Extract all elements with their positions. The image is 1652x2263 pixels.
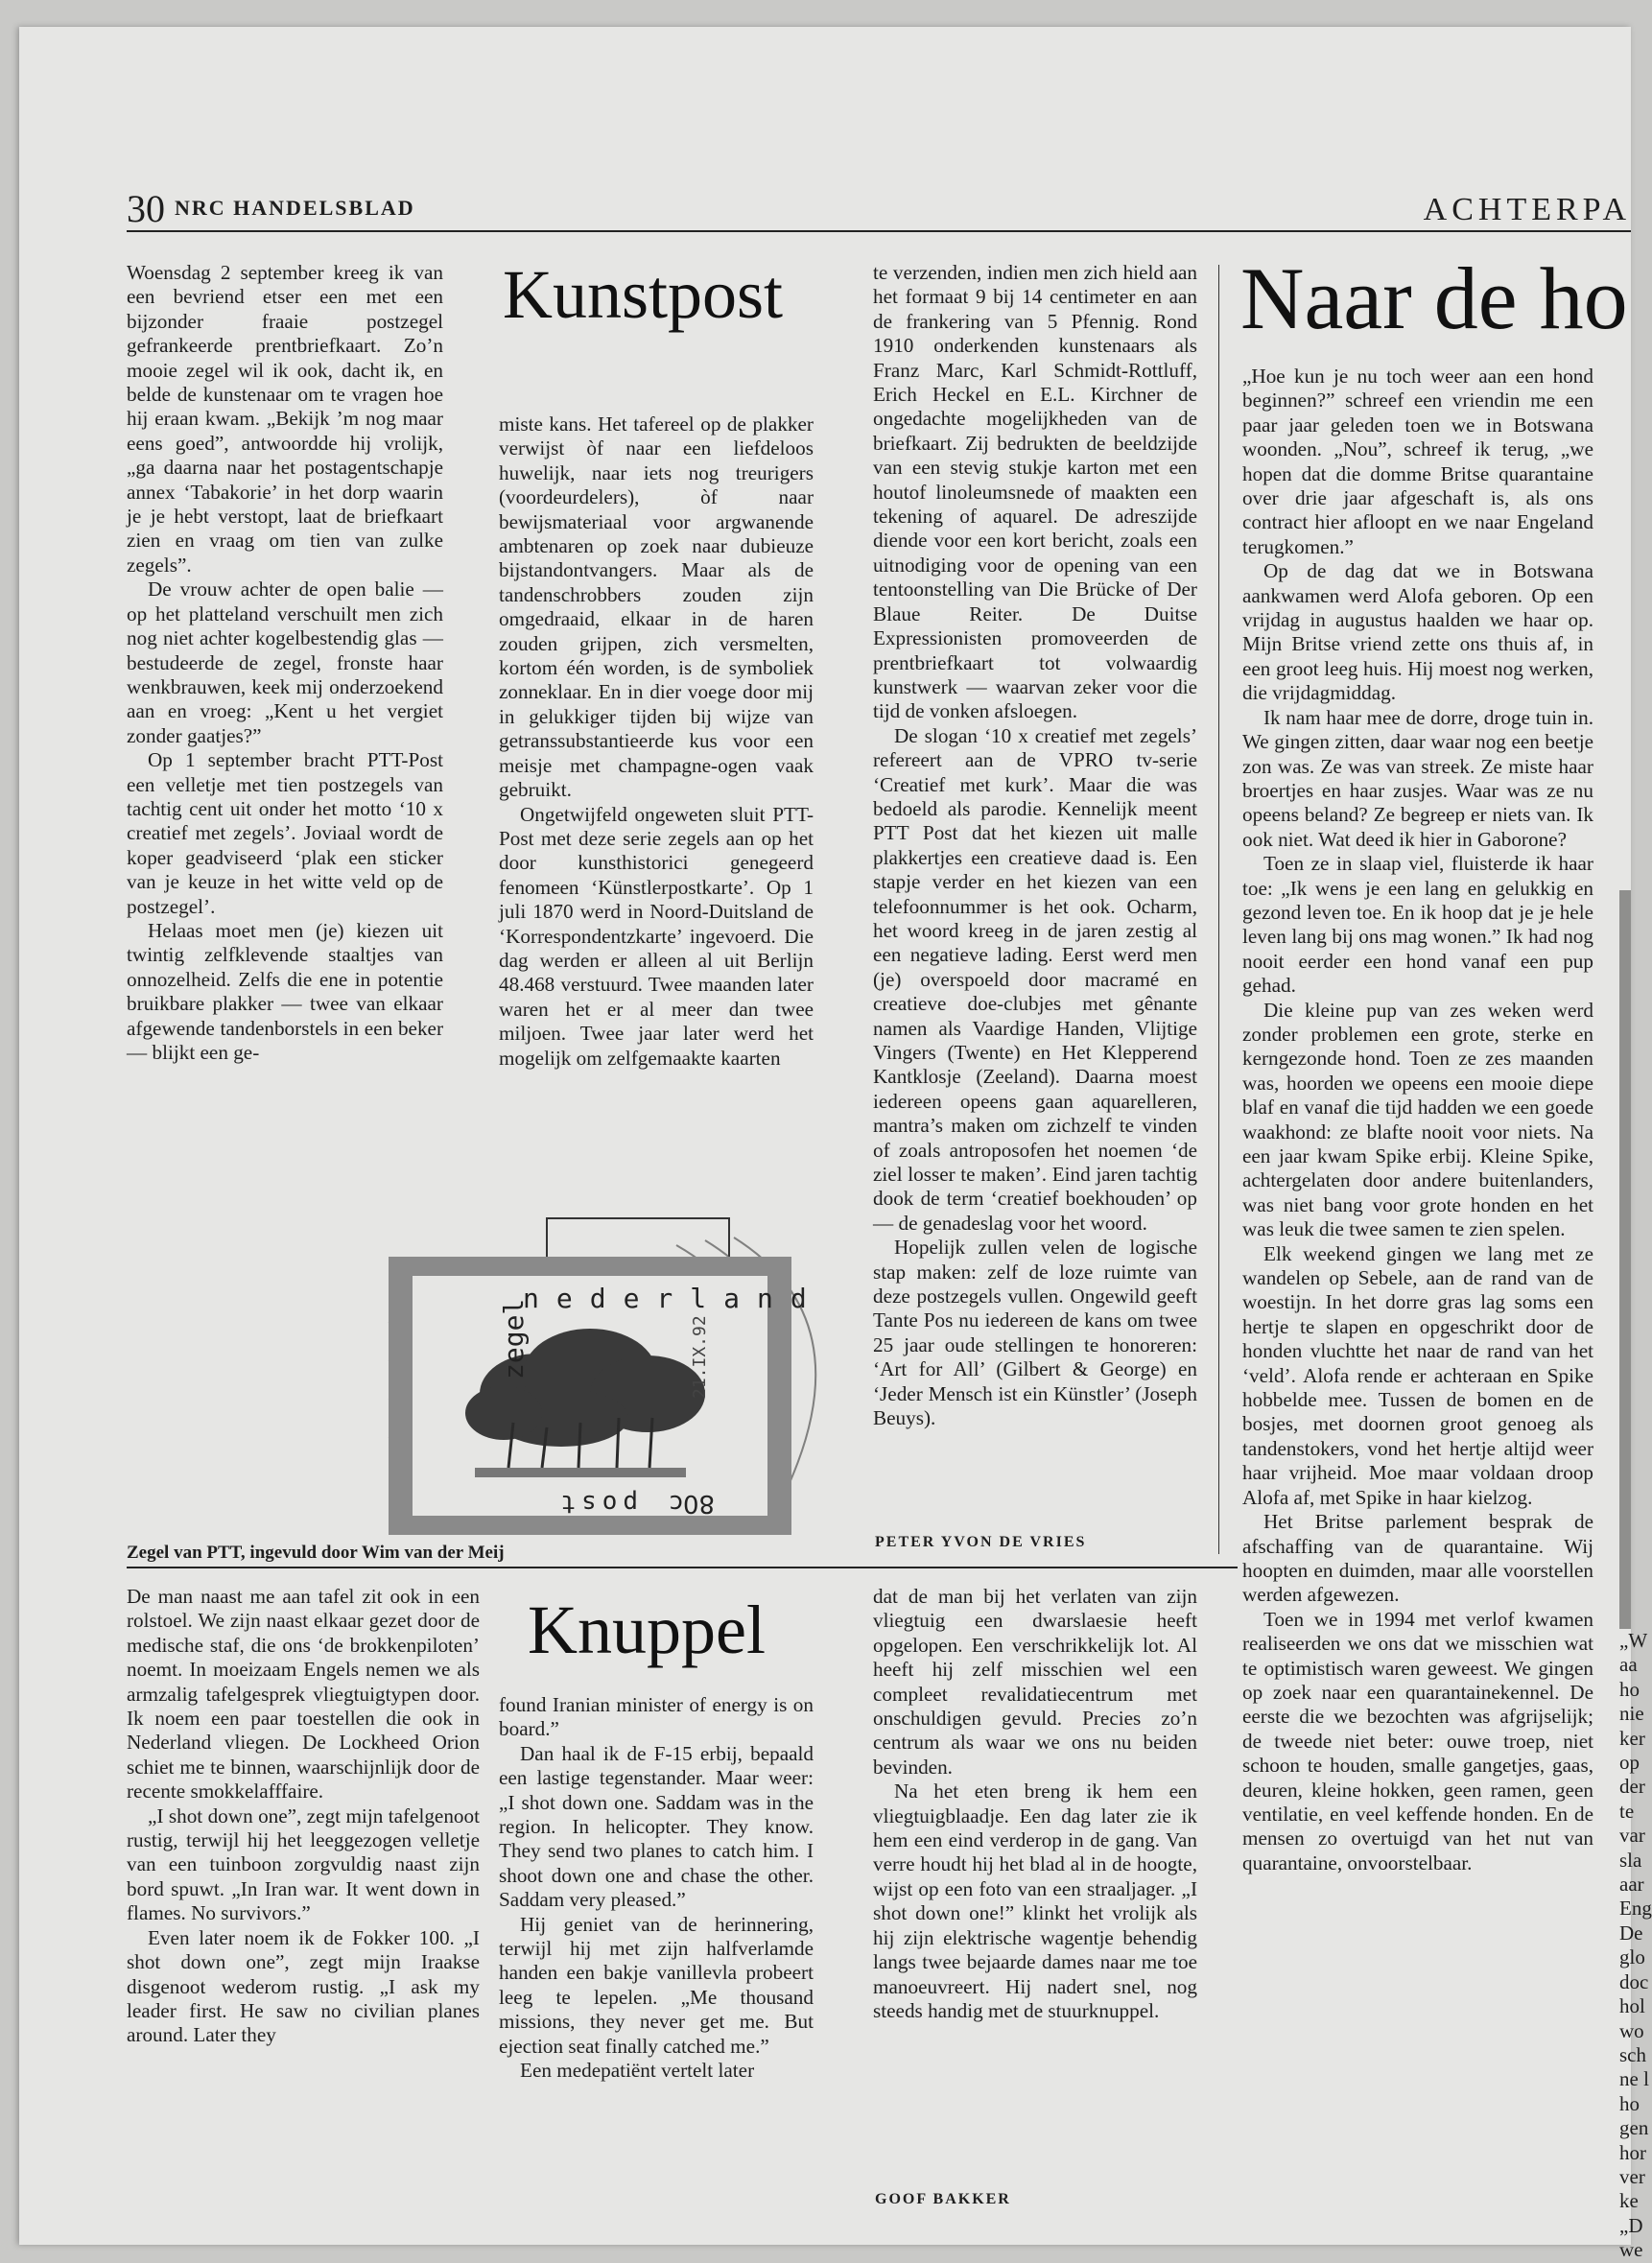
edge-fragment: De <box>1619 1921 1643 1945</box>
paragraph: De man naast me aan tafel zit ook in een rolstoel. We zijn naast elkaar gezet door de medische staf, die ons ‘de brokkenpiloten’ noemt. In moeizaam Engels nemen we als armzalig tafelgesprek vliegtuigtypen door. Ik noem een paar toestellen die ook in Nederland vliegen. De Lockheed Orion schiet me te binnen, waarschijnlijk door de recente smokkelafffaire. <box>127 1585 480 1803</box>
paragraph: De vrouw achter de open balie — op het platteland verschuilt men zich nog niet achter kogelbestendig glas — bestudeerde de zegel, fronste haar wenkbrauwen, keek mij onderzoekend aan en vroeg: „Kent u het vergiet zonder gaatjes?” <box>127 578 443 747</box>
paragraph: Dan haal ik de F-15 erbij, bepaald een lastige tegenstander. Maar weer: „I shot down one. Saddam was in the region. In helicopter. They know. They send two planes to catch him. I shoot down one and chase the other. Saddam very pleased.” <box>499 1741 814 1912</box>
paragraph: Hopelijk zullen velen de logische stap maken: zelf de loze ruimte van deze postzegels vullen. Ongewild geeft Tante Pos nu iedereen de kans om twee 25 jaar oude stellingen te honoreren: ‘Art for All’ (Gilbert & George) en ‘Jeder Mensch ist ein Künstler’ (Joseph Beuys). <box>873 1236 1197 1430</box>
edge-fragment: ho <box>1619 2091 1640 2115</box>
byline-kunstpost: PETER YVON DE VRIES <box>875 1534 1087 1550</box>
edge-fragment: doc <box>1619 1969 1649 1993</box>
edge-fragment: hor <box>1619 2140 1646 2164</box>
page-number: 30 <box>127 187 165 230</box>
edge-fragment: glo <box>1619 1945 1645 1969</box>
paragraph: Even later noem ik de Fokker 100. „I shot down one”, zegt mijn Iraakse disgenoot wederom rustig. „I ask my leader first. He saw no civilian planes around. Later they <box>127 1925 480 2047</box>
edge-fragment: ker <box>1619 1726 1645 1750</box>
edge-fragment: ver <box>1619 2164 1645 2188</box>
knuppel-column-3 <box>873 1585 1197 2165</box>
kunstpost-column-1 <box>127 261 443 1096</box>
paragraph: Woensdag 2 september kreeg ik van een bevriend etser een met een bijzonder fraaie postzegel gefrankeerde prentbriefkaart. Zo’n mooie zegel wil ik ook, dacht ik, en belde de kunstenaar om te vragen hoe hij eraan kwam. „Bekijk ’m nog maar eens goed”, antwoordde hij vrolijk, „ga daarna naar het postagentschapje annex ‘Tabakorie’ in het dorp waarin je je hebt verstopt, laat de briefkaart zien en vraag om tien van zulke zegels”. <box>127 261 443 577</box>
postmark-date: 21.IX.92 <box>690 1315 710 1399</box>
edge-fragment: der <box>1619 1775 1645 1799</box>
section-title: ACHTERPA <box>1423 192 1631 227</box>
paragraph: Ongetwijfeld ongeweten sluit PTT-Post met deze serie zegels aan op het door kunsthistorici genegeerd fenomeen ‘Künstlerpostkarte’. Op 1 juli 1870 werd in Noord-Duitsland de ‘Korrespondentzkarte’ ingevoerd. Die dag werden er alleen al uit Berlijn 48.468 verstuurd. Twee maanden later waren het er al meer dan twee miljoen. Twee jaar later werd het mogelijk om zelfgemaakte kaarten <box>499 802 814 1070</box>
paragraph: Helaas moet men (je) kiezen uit twintig zelfklevende staaltjes van onnozelheid. Zelfs die ene in potentie bruikbare plakker — twee van elkaar afgewende tandenborstels in een beker — blijkt een ge- <box>127 918 443 1064</box>
paragraph: Ik nam haar mee de dorre, droge tuin in. We gingen zitten, daar waar nog een beetje zon was. Ze was van streek. Ze miste haar broertjes en haar zusjes. Waar was ze nu opeens beland? Ze begreep er niets van. Ik ook niet. Wat deed ik hier in Gaborone? <box>1242 705 1593 851</box>
headline-naar-de-hond: Naar de ho <box>1240 249 1628 347</box>
stamp-caption: Zegel van PTT, ingevuld door Wim van der Meij <box>127 1543 505 1563</box>
clipped-adjacent-column <box>1619 1629 1652 2262</box>
edge-fragment: „D <box>1619 2213 1643 2237</box>
paragraph: Toen ze in slaap viel, fluisterde ik haar toe: „Ik wens je een lang en gelukkig en gezond leven toe. En ik hoop dat je je hele leven lang bij ons mag wonen.” Ik had nog nooit eerder een hond vanaf een pup gehad. <box>1242 852 1593 998</box>
edge-fragment: aar <box>1619 1873 1644 1897</box>
paragraph: De slogan ‘10 x creatief met zegels’ refereert aan de VPRO tv-serie ‘Creatief met kurk’. Maar die was bedoeld als parodie. Kennelijk meent PTT Post dat het kiezen uit malle plakkertjes een creatieve daad is. Een stapje verder en het kiezen van een telefoonnummer is het ook. Ocharm, het woord kreeg in de jaren zestig al een negatieve lading. Eerst werd men (je) overspoeld door macramé en creatieve doe-clubjes met gênante namen als Vaardige Handen, Vlijtige Vingers (Twente) en Het Klepperend Kantklosje (Zeeland). Daarna moest iedereen opeens gaan aquarelleren, mantra’s maken om zichzelf te vinden of zoals antroposofen het noemen ‘de ziel losser te maken’. Eind jaren tachtig dook de term ‘creatief boekhouden’ op — de genadeslag voor het woord. <box>873 723 1197 1235</box>
edge-fragment: wo <box>1619 2018 1644 2042</box>
edge-fragment: „W <box>1619 1629 1648 1652</box>
edge-fragment: sla <box>1619 1848 1642 1872</box>
edge-fragment: sch <box>1619 2042 1646 2066</box>
adjacent-photo-edge <box>1619 890 1631 1629</box>
paragraph: Het Britse parlement besprak de afschaffing van de quarantaine. Wij hoopten en duimden, maar alle voorstellen werden afgewezen. <box>1242 1510 1593 1607</box>
paragraph: „Hoe kun je nu toch weer aan een hond beginnen?” schreef een vriendin me een paar jaar geleden toen we in Botswana woonden. „Nou”, schreef ik terug, „we hopen dat die domme Britse quarantaine over drie jaar afgeschaft is, als ons contract hier afloopt en we naar Engeland terugkomen.” <box>1242 365 1593 558</box>
column-divider <box>1218 265 1219 1554</box>
edge-fragment: te <box>1619 1799 1635 1823</box>
edge-fragment: var <box>1619 1824 1645 1848</box>
paragraph: „I shot down one”, zegt mijn tafelgenoot rustig, terwijl hij het leeggezogen velletje van een tuinboon zorgvuldig naast zijn bord spuwt. „In Iran war. It went down in flames. No survivors.” <box>127 1803 480 1925</box>
edge-fragment: hol <box>1619 1994 1645 2018</box>
paragraph: dat de man bij het verlaten van zijn vliegtuig een dwarslaesie heeft opgelopen. Een verschrikkelijk lot. Al heeft hij zelf misschien wel een compleet revalidatiecentrum met onschuldigen gevuld. Precies zo’n centrum als waar we ons nu beiden bevinden. <box>873 1585 1197 1779</box>
article-separator <box>127 1567 1238 1568</box>
stamp-zegel-text: zegel <box>498 1298 530 1379</box>
paragraph: Elk weekend gingen we lang met ze wandelen op Sebele, aan de rand van de woestijn. In het dorre gras lag soms een hertje te slapen en opgeschrikt door de honden vluchtte het naar de rand van het ‘veld’. Alofa rende er achteraan en Spike hobbelde mee. Tussen de bomen en de bosjes, met doornen groot genoeg als tandenstokers, vond het hertje altijd weer haar vrijheid. Moe maar voldaan droop Alofa af, met Spike in haar kielzog. <box>1242 1241 1593 1509</box>
kunstpost-column-2 <box>499 413 814 1098</box>
paragraph: Hij geniet van de herinnering, terwijl hij met zijn halfverlamde handen een bakje vanillevla probeert leeg te lepelen. „Me thousand missions, they never get me. But ejection seat finally catched me.” <box>499 1912 814 2058</box>
paragraph: found Iranian minister of energy is on board.” <box>499 1693 814 1741</box>
edge-fragment: ho <box>1619 1677 1640 1701</box>
paragraph: te verzenden, indien men zich hield aan het formaat 9 bij 14 centimeter en aan de frankering van 5 Pfennig. Rond 1910 onderkenden kunstenaars als Franz Marc, Karl Schmidt-Rottluff, Erich Heckel en E.L. Kirchner de ongedachte mogelijkheden van de briefkaart. Zij bedrukten de beeldzijde van een stevig stukje karton met een houtof linoleumsnede of maakten een tekening of aquarel. De adreszijde diende voor een kort bericht, zoals een uitnodiging voor de opening van een tentoonstelling van Die Brücke of Der Blaue Reiter. De Duitse Expressionisten promoveerden de prentbriefkaart tot volwaardig kunstwerk — waarvan zeker voor die tijd de vonken afsloegen. <box>873 261 1197 723</box>
kunstpost-column-3 <box>873 261 1197 1518</box>
naar-de-hond-column <box>1242 365 1593 2216</box>
postage-stamp-illustration <box>389 1216 887 1543</box>
byline-knuppel: GOOF BAKKER <box>875 2191 1011 2207</box>
newspaper-page <box>19 27 1652 2262</box>
header-rule <box>127 230 1631 232</box>
page-header <box>115 187 1631 234</box>
headline-kunstpost: Kunstpost <box>503 256 784 333</box>
edge-fragment: ke <box>1619 2189 1639 2213</box>
knuppel-column-2 <box>499 1693 814 2221</box>
paragraph: Die kleine pup van zes weken werd zonder problemen een grote, sterke en kerngezonde hond. Toen ze zes maanden was, hoorden we opeens een mooie diepe blaf en vanaf die tijd hadden we een goede waakhond: ze blafte nooit voor niets. Na een jaar kwam Spike erbij. Kleine Spike, achtergelaten door andere buitenlanders, was niet bang voor grote honden en het was leuk die twee samen te zien spelen. <box>1242 998 1593 1241</box>
stamp-value: 80c <box>669 1489 715 1518</box>
edge-fragment: op <box>1619 1751 1640 1775</box>
paragraph: miste kans. Het tafereel op de plakker verwijst òf naar een liefdeloos huwelijk, naar iets nog treurigers (voordeurdelers), òf naar bewijsmateriaal voor argwanende ambtenaren op zoek naar dubieuze bijstandontvangers. Maar als de tandenschrobbers zouden zijn omgedraaid, elkaar in de haren zouden grijpen, zich versmelten, kortom één worden, is de symboliek zonneklaar. En in dier voege door mij in gelukkiger tijden bij wijze van getranssubstantieerde kus voor een meisje met champagne-ogen vaak gebruikt. <box>499 413 814 802</box>
edge-fragment: aa <box>1619 1653 1638 1677</box>
headline-knuppel: Knuppel <box>528 1591 766 1668</box>
edge-fragment: we <box>1619 2238 1643 2262</box>
paragraph: Een medepatiënt vertelt later <box>520 2059 755 2083</box>
stamp-country-text: nederland <box>523 1283 824 1314</box>
paragraph: Na het eten breng ik hem een vliegtuigblaadje. Een dag later zie ik hem een eind verderop in de gang. Van verre houdt hij het blad al in de hoogte, wijst op een foto van een straaljager. „I shot down one!” klinkt het vrolijk als hij zijn elektrische wagentje behendig langs twee bejaarde dames naar me toe manoeuvreert. Hij nadert snel, nog steeds handig met de stuurknuppel. <box>873 1780 1197 2022</box>
edge-fragment: Eng <box>1619 1897 1652 1921</box>
paragraph: Toen we in 1994 met verlof kwamen realiseerden we ons dat we misschien wat te optimistisch waren geweest. We gingen op zoek naar een quarantainekennel. De eerste die we bezochten was afgrijselijk; de tweede niet beter: ouwe troep, niet schoon te houden, smalle gangetjes, gaas, deuren, kleine hokken, geen ramen, geen ventilatie, en veel keffende honden. En de mensen zo overtuigd van het nut van quarantaine, onvoorstelbaar. <box>1242 1607 1593 1874</box>
paragraph: Op 1 september bracht PTT-Post een velletje met tien postzegels van tachtig cent uit onder het motto ‘10 x creatief met zegels’. Joviaal wordt de koper geadviseerd ‘plak een sticker van je keuze in het witte veld op de postzegel’. <box>127 748 443 918</box>
edge-fragment: nie <box>1619 1702 1644 1726</box>
knuppel-column-1 <box>127 1585 480 2218</box>
edge-fragment: ne l <box>1619 2067 1649 2091</box>
edge-fragment: gen <box>1619 2116 1649 2140</box>
newspaper-name: NRC HANDELSBLAD <box>175 196 415 220</box>
stamp-post-text: post <box>555 1489 638 1518</box>
paragraph: Op de dag dat we in Botswana aankwamen werd Alofa geboren. Op een vrijdag in augustus haalden we haar op. Mijn Britse vriend zette ons thuis af, in een groot leeg huis. Hij moest nog werken, die vrijdagmiddag. <box>1242 559 1593 705</box>
